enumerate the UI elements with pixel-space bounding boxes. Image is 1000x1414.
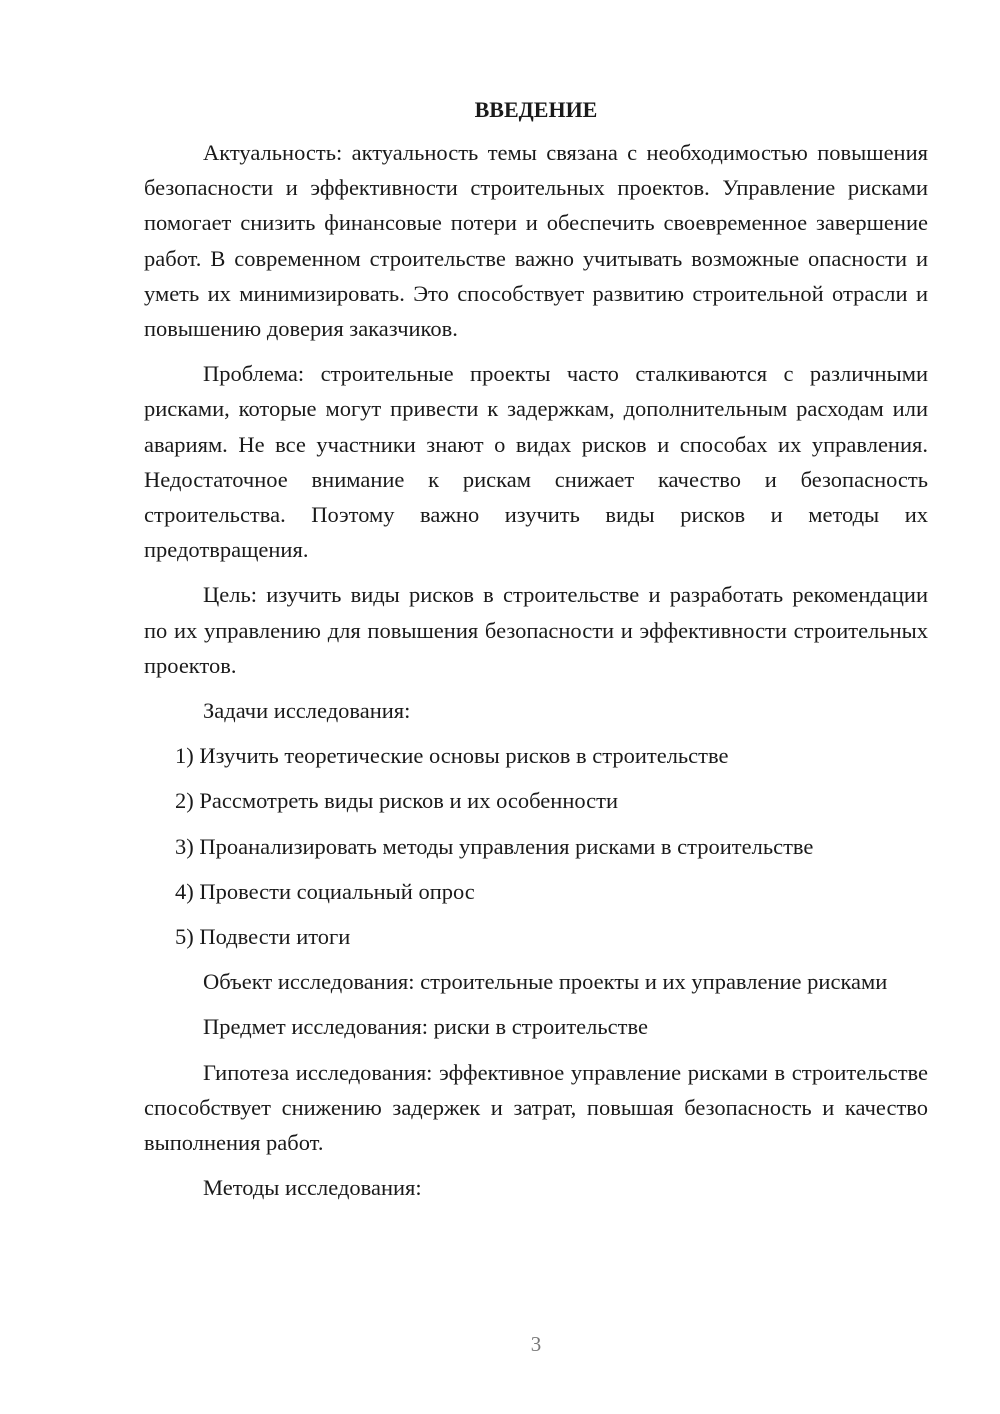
subject-paragraph: Предмет исследования: риски в строительстве [203, 1014, 648, 1040]
page-number: 3 [530, 1332, 542, 1356]
task-item: 1) Изучить теоретические основы рисков в строительстве [175, 743, 729, 769]
task-item: 5) Подвести итоги [175, 924, 351, 950]
page-title: ВВЕДЕНИЕ [474, 97, 598, 122]
tasks-heading: Задачи исследования: [203, 698, 411, 724]
task-item: 2) Рассмотреть виды рисков и их особенности [175, 788, 619, 814]
tasks-list [144, 738, 928, 954]
task-item: 4) Провести социальный опрос [175, 878, 475, 904]
problem-paragraph: Проблема: строительные проекты часто сталкиваются с различными рисками, которые могут привести к задержкам, дополнительным расходам или авариям. Не все участники знают о видах рисков и способах их управления. Недостаточное внимание к рискам снижает качество и безопасность строительства. Поэтому важно изучить виды рисков и методы их предотвращения. [144, 361, 928, 563]
task-item: 3) Проанализировать методы управления рисками в строительстве [175, 833, 814, 859]
relevance-paragraph: Актуальность: актуальность темы связана с необходимостью повышения безопасности и эффективности строительных проектов. Управление рисками помогает снизить финансовые потери и обеспечить своевременное завершение работ. В современном строительстве важно учитывать возможные опасности и уметь их минимизировать. Это способствует развитию строительной отрасли и повышению доверия заказчиков. [144, 140, 928, 342]
object-paragraph: Объект исследования: строительные проекты и их управление рисками [203, 969, 888, 995]
hypothesis-paragraph: Гипотеза исследования: эффективное управление рисками в строительстве способствует снижению задержек и затрат, повышая безопасность и качество выполнения работ. [144, 1059, 928, 1156]
document-page [144, 92, 928, 1215]
goal-paragraph: Цель: изучить виды рисков в строительстве и разработать рекомендации по их управлению для повышения безопасности и эффективности строительных проектов. [144, 582, 928, 678]
methods-heading: Методы исследования: [203, 1175, 422, 1201]
